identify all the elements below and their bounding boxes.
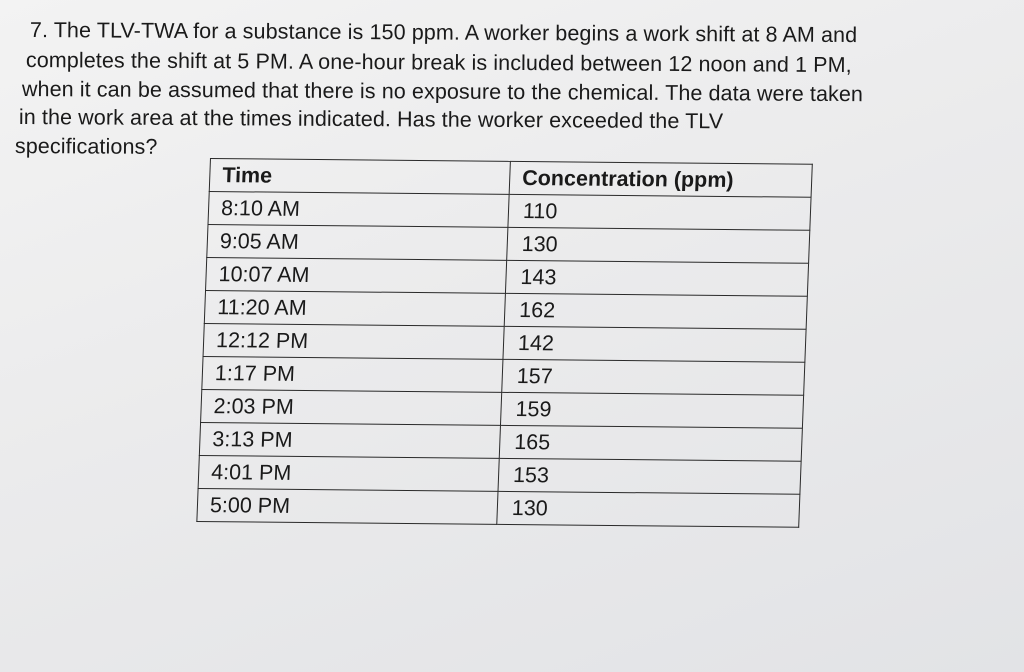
concentration-cell: 142 bbox=[503, 326, 806, 362]
data-table-container bbox=[196, 158, 812, 528]
concentration-cell: 157 bbox=[502, 359, 805, 395]
time-column-header: Time bbox=[209, 159, 510, 195]
concentration-cell: 165 bbox=[499, 425, 802, 461]
concentration-table bbox=[196, 158, 812, 528]
time-cell: 10:07 AM bbox=[206, 258, 507, 294]
time-cell: 11:20 AM bbox=[204, 290, 505, 326]
time-cell: 12:12 PM bbox=[203, 323, 504, 359]
time-cell: 8:10 AM bbox=[208, 192, 509, 228]
question-text bbox=[0, 0, 1024, 160]
question-line: in the work area at the times indicated. Has the worker exceeded the TLV bbox=[18, 105, 724, 134]
question-line: specifications? bbox=[14, 134, 158, 159]
concentration-cell: 159 bbox=[500, 392, 803, 428]
time-cell: 4:01 PM bbox=[198, 455, 499, 491]
time-cell: 5:00 PM bbox=[197, 488, 498, 524]
time-cell: 3:13 PM bbox=[199, 422, 500, 458]
concentration-cell: 110 bbox=[508, 194, 811, 230]
question-line: completes the shift at 5 PM. A one-hour break is included between 12 noon and 1 PM, bbox=[25, 48, 852, 78]
concentration-cell: 130 bbox=[507, 227, 810, 263]
concentration-column-header: Concentration (ppm) bbox=[509, 161, 812, 197]
question-line: when it can be assumed that there is no exposure to the chemical. The data were taken bbox=[21, 77, 864, 107]
time-cell: 9:05 AM bbox=[207, 225, 508, 261]
time-cell: 2:03 PM bbox=[201, 389, 502, 425]
concentration-cell: 143 bbox=[505, 260, 808, 296]
time-cell: 1:17 PM bbox=[202, 356, 503, 392]
table-row bbox=[197, 488, 800, 527]
question-line: 7. The TLV-TWA for a substance is 150 ppm. A worker begins a work shift at 8 AM and bbox=[29, 18, 858, 48]
concentration-cell: 130 bbox=[497, 491, 800, 527]
concentration-cell: 153 bbox=[498, 458, 801, 494]
concentration-cell: 162 bbox=[504, 293, 807, 329]
